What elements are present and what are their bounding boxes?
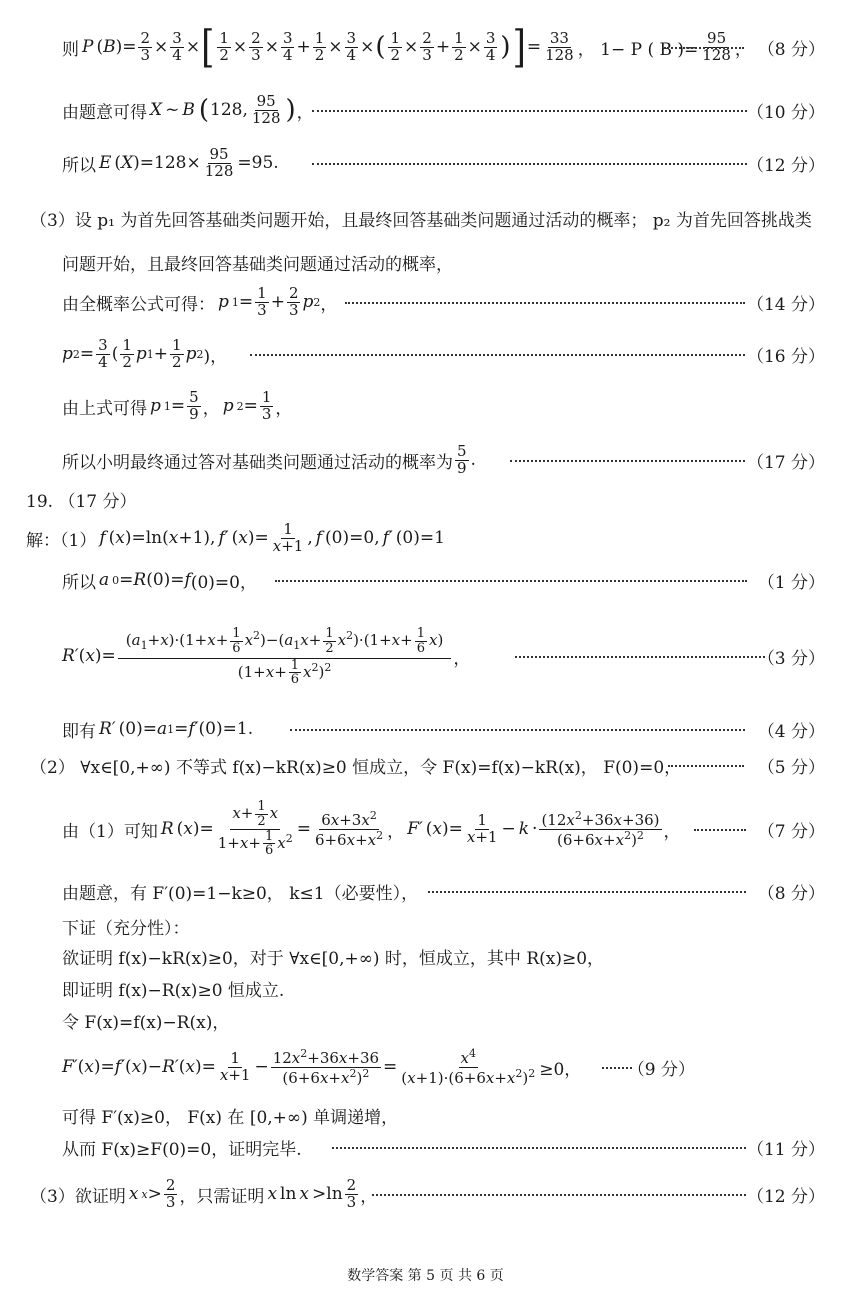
answer-line-19-1: 解：（1） f ( x )=ln( x +1), f′ ( x )= $\frac{1}{x+1}$ , f (0)=0, f′ (0)=1 <box>26 519 445 555</box>
dot-leader <box>664 47 744 49</box>
dot-leader <box>510 460 745 462</box>
answer-line-p2: p 2 = $\frac{3}{4}$ ( $\frac{1}{2}$ p 1 + $\frac{1}{2}$ p 2 )， （16 分） <box>0 334 851 374</box>
text-part3-intro: （3）设 p₁ 为首先回答基础类问题开始，且最终回答基础类问题通过活动的概率； p₂ 为首先回答挑战类 <box>30 211 812 231</box>
answer-line-total-prob: 由全概率公式可得： p 1 = $\frac{1}{3}$ + $\frac{2}{3}$ p 2 ， （14 分） <box>0 282 851 322</box>
dot-leader <box>290 729 745 731</box>
points-label: （16 分） <box>746 346 825 367</box>
dot-leader <box>332 1147 746 1149</box>
points-label: （10 分） <box>746 102 825 123</box>
label-then: 则 <box>62 39 79 60</box>
dot-leader <box>312 163 747 165</box>
dot-leader <box>345 302 745 304</box>
answer-line-fprime: F′ ( x )= f′ ( x )− R′ ( x )= $\frac{1}{x+1}$ − $\frac{12x^2+36x+36}{(6+6x+x^2)^2}$ = $\frac{x^4}{(x+1)\cdot(6+6x+x^2)^2}$ ≥0， （9 分） <box>0 1040 851 1094</box>
points-label: （8 分） <box>757 883 825 904</box>
answer-line-pb: 则 P ( B )= $\frac{2}{3}$ × $\frac{3}{4}$ × [ $\frac{1}{2}$ × $\frac{2}{3}$ × $\frac{3}{4}$ + $\frac{1}{2}$ × $\frac{3}{4}$ × ( $\frac{1}{2}$ × $\frac{2}{3}$ + $\frac{1}{2}$ × $\frac{3}{4}$ ) ] = $\frac{33}{128}$ ， 1− P ( B )= $\frac{95}{128}$ ， （8 分） <box>62 21 825 74</box>
text-part3-cont: 问题开始，且最终回答基础类问题通过活动的概率， <box>62 255 453 275</box>
text-tail: ， 1− P ( B )= <box>577 39 699 60</box>
points-label: （1 分） <box>757 572 825 593</box>
answer-line-necessity: 由题意，有 F′(0)=1−k≥0， k≤1（必要性）， （8 分） <box>0 871 851 911</box>
answer-line-distribution: 由题意可得 X ~ B ( 128, $\frac{95}{128}$ ) ， （10 分） <box>0 90 851 130</box>
points-label: （3 分） <box>757 648 825 669</box>
answer-line-a1: 即有 R′ (0)= a 1 = f′ (0)=1. （4 分） <box>0 709 851 749</box>
text-equivalent: 即证明 f(x)−R(x)≥0 恒成立. <box>62 981 285 1001</box>
dot-leader <box>372 1194 746 1196</box>
dot-leader <box>694 829 746 831</box>
text-define-f: 令 F(x)=f(x)−R(x)， <box>62 1013 230 1033</box>
page-footer: 数学答案 第 5 页 共 6 页 <box>347 1268 504 1284</box>
points-label: （7 分） <box>757 821 825 842</box>
points-label: （5 分） <box>757 757 825 778</box>
answer-line-rprime: R′ ( x )= $(a_1+x)\cdot(1+x+$ $\frac{1}{6}$ $x^2)-(a_1x+$ $\frac{1}{2}$ $x^2)\cdot(1+x+$ $\frac{1}{6}$ x) (1+x+ $\frac{1}{6}$ $x^2)^2$ ， （3 分） <box>0 610 851 702</box>
text-monotone: 可得 F′(x)≥0， F(x) 在 [0,+∞) 单调递增， <box>62 1108 399 1128</box>
answer-line-r-expression: 由（1）可知 R ( x )= x+ $\frac{1}{2}$ x 1+x+ $\frac{1}{6}$ $x^2$ = $\frac{6x+3x^2}{6+6x+x^2}$ ， F′ ( x )= $\frac{1}{x+1}$ − k · $\frac{(12x^2+36x+36)}{(6+6x+x^2)^2}$ ， （7 分） <box>0 790 851 868</box>
dot-leader <box>250 354 745 356</box>
points-label: （11 分） <box>746 1139 825 1160</box>
answer-line-proof-done: 从而 F(x)≥F(0)=0，证明完毕. （11 分） <box>0 1127 851 1167</box>
answer-line-conclusion: 所以小明最终通过答对基础类问题通过活动的概率为 $\frac{5}{9}$ . （17 分） <box>0 440 851 480</box>
points-label: （4 分） <box>757 721 825 742</box>
text-prove-claim: 欲证明 f(x)−kR(x)≥0，对于 ∀x∈[0,+∞) 时，恒成立，其中 R(x)≥0， <box>62 949 605 969</box>
answer-line-expectation: 所以 E ( X )=128× $\frac{95}{128}$ =95. （12 分） <box>0 143 851 183</box>
dot-leader <box>515 656 765 658</box>
points-label: （14 分） <box>746 294 825 315</box>
points-label: （12 分） <box>746 1186 825 1207</box>
text-sufficiency: 下证（充分性）： <box>62 919 190 939</box>
answer-line-solve: 由上式可得 p 1 = $\frac{5}{9}$ ， p 2 = $\frac{1}{3}$ ， <box>62 387 293 423</box>
dot-leader <box>668 765 744 767</box>
points-label: （9 分） <box>627 1059 695 1080</box>
answer-line-19-3: （3）欲证明 x x > $\frac{2}{3}$ ，只需证明 x ln x >ln $\frac{2}{3}$ ， （12 分） <box>0 1172 851 1216</box>
answer-line-a0: 所以 a 0 = R (0)= f (0)=0， （1 分） <box>0 560 851 600</box>
points-label: （12 分） <box>746 155 825 176</box>
dot-leader <box>275 580 747 582</box>
points-label: （8 分） <box>757 39 825 60</box>
dot-leader <box>312 110 747 112</box>
dot-leader <box>428 891 746 893</box>
points-label: （17 分） <box>746 452 825 473</box>
answer-line-19-2: （2） ∀x∈[0,+∞) 不等式 f(x)−kR(x)≥0 恒成立，令 F(x)=f(x)−kR(x)， F(0)=0， （5 分） <box>0 745 851 785</box>
question-19-heading: 19. （17 分） <box>26 492 137 512</box>
